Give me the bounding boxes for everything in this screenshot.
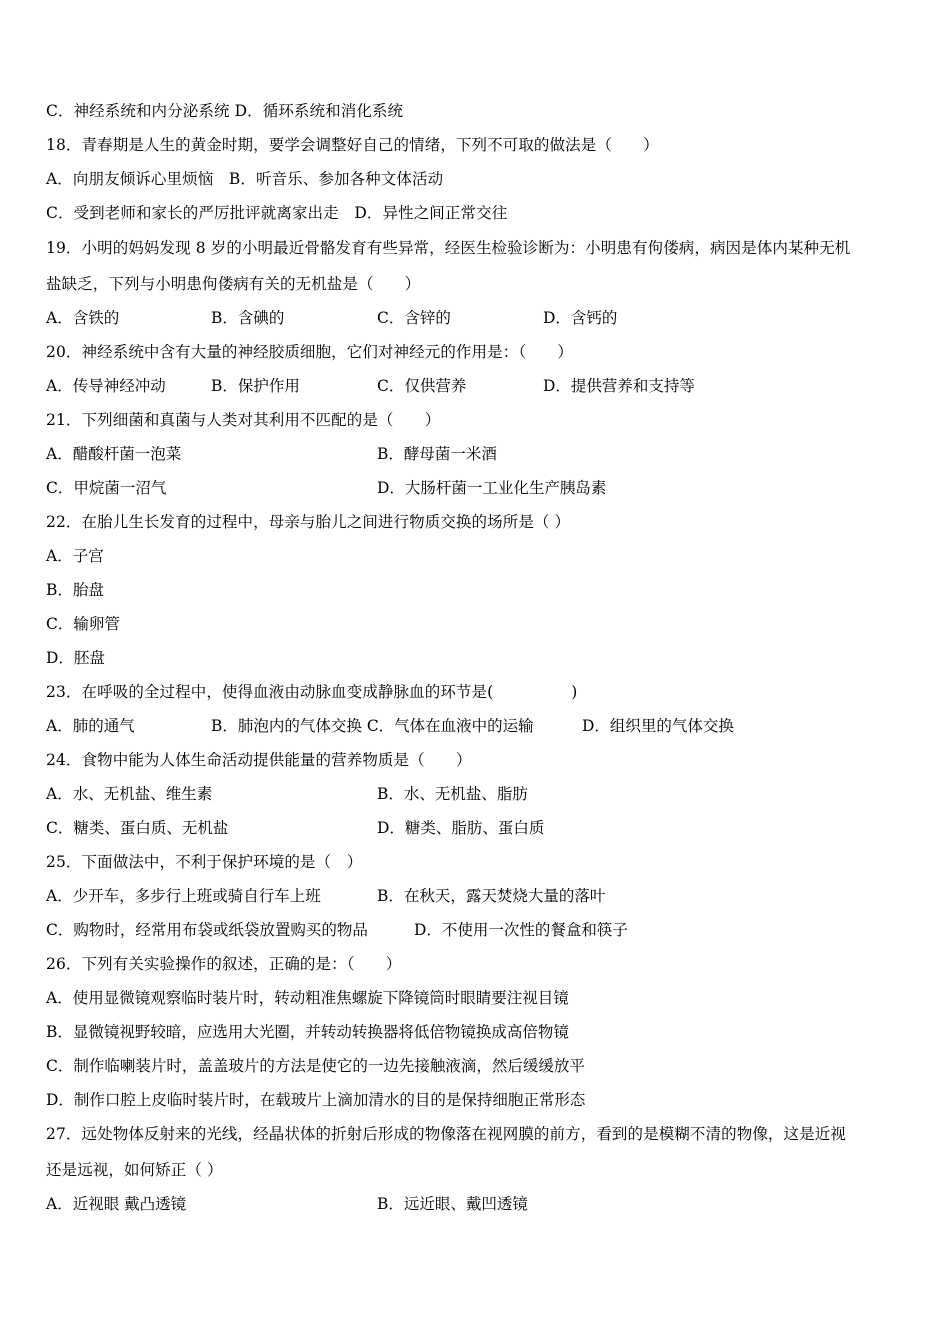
q26-option-a: A．使用显微镜观察临时装片时，转动粗准焦螺旋下降镜筒时眼睛要注视目镜 (46, 989, 569, 1007)
q20-option-a: A．传导神经冲动 (46, 377, 166, 395)
question-26: 26．下列有关实验操作的叙述，正确的是：（ ） (46, 955, 402, 973)
q21-option-b: B．酵母菌一米酒 (377, 445, 497, 463)
q19-option-a: A．含铁的 (46, 309, 120, 327)
q26-option-c: C．制作临喇装片时，盖盖玻片的方法是使它的一边先接触液滴，然后缓缓放平 (46, 1057, 585, 1075)
question-23: 23．在呼吸的全过程中，使得血液由动脉血变成静脉血的环节是( ) (46, 683, 578, 701)
q19-option-b: B．含碘的 (211, 309, 285, 327)
q18-options-ab: A．向朋友倾诉心里烦恼 B．听音乐、参加各种文体活动 (46, 170, 444, 188)
q21-option-c: C．甲烷菌一沼气 (46, 479, 167, 497)
question-24: 24．食物中能为人体生命活动提供能量的营养物质是（ ） (46, 751, 472, 769)
q25-option-c: C．购物时，经常用布袋或纸袋放置购买的物品 (46, 921, 368, 939)
question-20: 20．神经系统中含有大量的神经胶质细胞，它们对神经元的作用是：（ ） (46, 343, 573, 361)
q25-option-a: A．少开车，多步行上班或骑自行车上班 (46, 887, 321, 905)
q21-option-a: A．醋酸杆菌一泡菜 (46, 445, 182, 463)
question-18: 18．青春期是人生的黄金时期，要学会调整好自己的情绪，下列不可取的做法是（ ） (46, 136, 659, 154)
q24-option-c: C．糖类、蛋白质、无机盐 (46, 819, 229, 837)
q27-option-b: B．远近眼、戴凹透镜 (377, 1195, 528, 1213)
q22-option-c: C．输卵管 (46, 615, 120, 633)
question-22: 22．在胎儿生长发育的过程中，母亲与胎儿之间进行物质交换的场所是（ ） (46, 513, 571, 531)
question-27-line2: 还是远视，如何矫正（ ） (46, 1161, 223, 1179)
q22-option-d: D．胚盘 (46, 649, 105, 667)
question-21: 21．下列细菌和真菌与人类对其利用不匹配的是（ ） (46, 411, 441, 429)
q23-option-bc: B．肺泡内的气体交换 C．气体在血液中的运输 (211, 717, 534, 735)
text-line: C．神经系统和内分泌系统 D．循环系统和消化系统 (46, 102, 404, 120)
q25-option-b: B．在秋天，露天焚烧大量的落叶 (377, 887, 606, 905)
question-19-line1: 19．小明的妈妈发现 8 岁的小明最近骨骼发育有些异常，经医生检验诊断为：小明患有佝偻病，病因是体内某种无机 (46, 239, 851, 257)
q20-option-b: B．保护作用 (211, 377, 300, 395)
q26-option-b: B．显微镜视野较暗，应选用大光圈，并转动转换器将低倍物镜换成高倍物镜 (46, 1023, 569, 1041)
q26-option-d: D．制作口腔上皮临时装片时，在载玻片上滴加清水的目的是保持细胞正常形态 (46, 1091, 586, 1109)
question-19-line2: 盐缺乏，下列与小明患佝偻病有关的无机盐是（ ） (46, 275, 421, 293)
q23-option-d: D．组织里的气体交换 (582, 717, 734, 735)
q20-option-d: D．提供营养和支持等 (543, 377, 695, 395)
q18-options-cd: C．受到老师和家长的严厉批评就离家出走 D．异性之间正常交往 (46, 204, 508, 222)
q19-option-d: D．含钙的 (543, 309, 618, 327)
q22-option-a: A．子宫 (46, 547, 104, 565)
question-25: 25．下面做法中，不利于保护环境的是（ ） (46, 853, 363, 871)
q24-option-b: B．水、无机盐、脂肪 (377, 785, 528, 803)
q22-option-b: B．胎盘 (46, 581, 104, 599)
q24-option-a: A．水、无机盐、维生素 (46, 785, 213, 803)
q25-option-d: D．不使用一次性的餐盒和筷子 (414, 921, 628, 939)
q24-option-d: D．糖类、脂肪、蛋白质 (377, 819, 545, 837)
q27-option-a: A．近视眼 戴凸透镜 (46, 1195, 187, 1213)
q23-option-a: A．肺的通气 (46, 717, 135, 735)
question-27-line1: 27．远处物体反射来的光线，经晶状体的折射后形成的物像落在视网膜的前方，看到的是模糊不清的物像，这是近视 (46, 1125, 846, 1143)
q20-option-c: C．仅供营养 (377, 377, 467, 395)
q21-option-d: D．大肠杆菌一工业化生产胰岛素 (377, 479, 607, 497)
q19-option-c: C．含锌的 (377, 309, 451, 327)
